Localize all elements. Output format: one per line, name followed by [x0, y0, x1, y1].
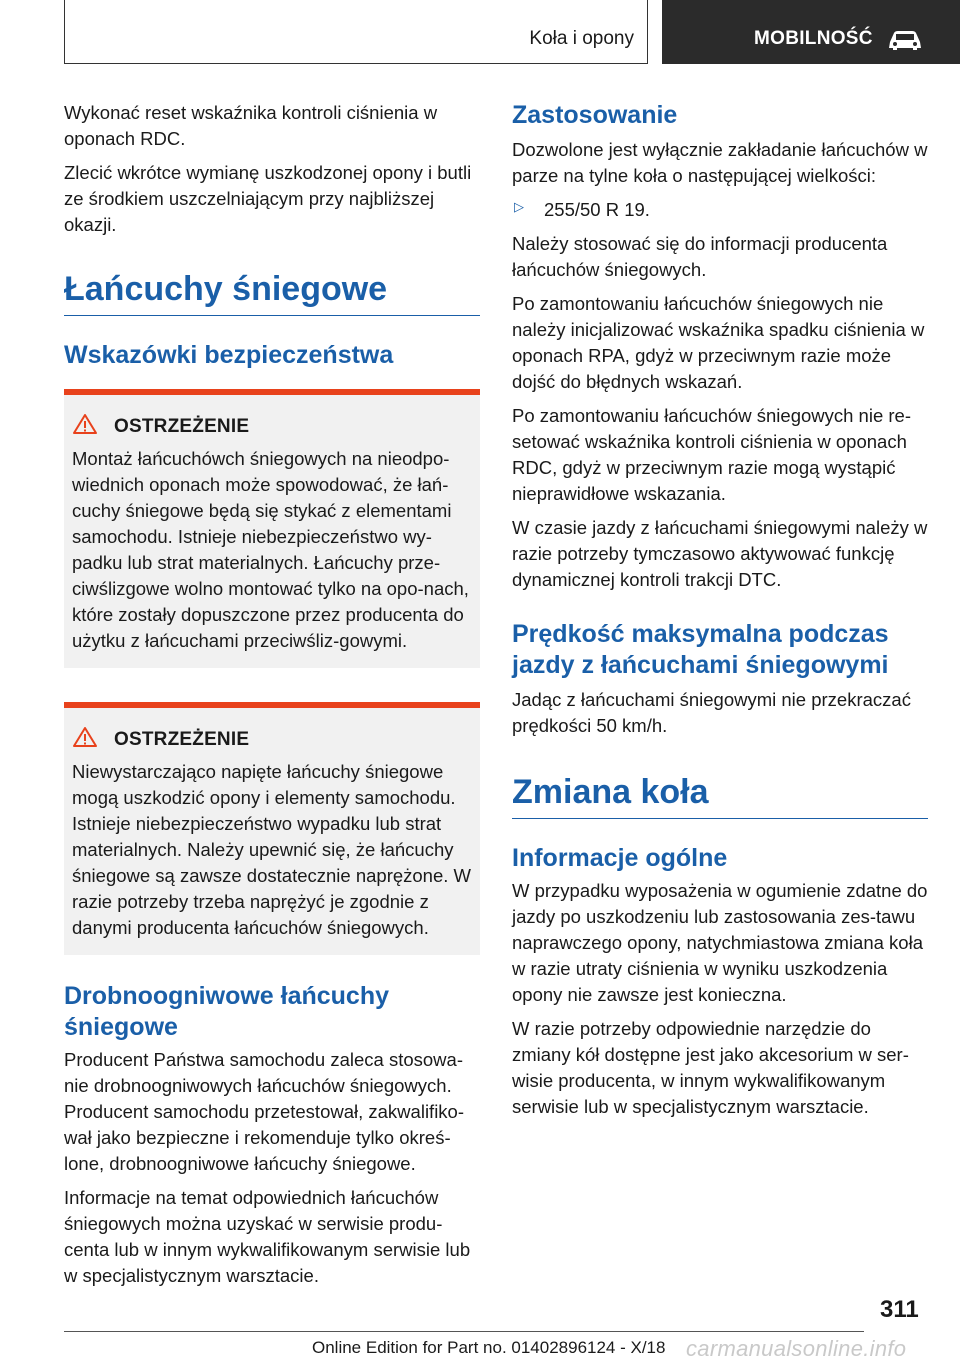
intro-paragraph-2: Zlecić wkrótce wymianę uszkodzonej opony i butli ze środkiem uszczelniającym przy najbliższej okazji.	[64, 162, 472, 235]
warning-title: OSTRZEŻENIE	[114, 728, 250, 750]
right-column	[512, 100, 928, 1128]
section-title: Koła i opony	[529, 28, 634, 49]
fine-chains-paragraph-2: Informacje na temat odpowiednich łańcuchów śniegowych można uzyskać w serwisie produ-centa lub w innym wykwalifikowanym serwisie lub w specjalistycznym warsztacie.	[64, 1187, 471, 1286]
chapter-tab[interactable]	[662, 0, 960, 64]
warning-triangle-icon	[72, 726, 98, 753]
heading-safety-notes: Wskazówki bezpieczeństwa	[64, 341, 394, 369]
heading-max-speed: Prędkość maksymalna podczas jazdy z łańcuchami śniegowymi	[512, 620, 889, 679]
usage-paragraph-1: Dozwolone jest wyłącznie zakładanie łańcuchów w parze na tylne koła o następującej wielkości:	[512, 139, 928, 186]
chapter-heading-snow-chains: Łańcuchy śniegowe	[64, 270, 480, 316]
warning-title: OSTRZEŻENIE	[114, 415, 250, 437]
warning-triangle-icon	[72, 413, 98, 440]
usage-paragraph-4: Po zamontowaniu łańcuchów śniegowych nie re-setować wskaźnika kontroli ciśnienia w oponach RDC, gdyż w przeciwnym razie mogą wystąpić nieprawidłowe wskazania.	[512, 405, 911, 504]
footer-divider	[64, 1331, 864, 1332]
usage-paragraph-5: W czasie jazdy z łańcuchami śniegowymi należy w razie potrzeby tymczasowo aktywować funkcję dynamicznej kontroli trakcji DTC.	[512, 517, 928, 590]
usage-paragraph-3: Po zamontowaniu łańcuchów śniegowych nie należy inicjalizować wskaźnika spadku ciśnienia w oponach RPA, gdyż w przeciwnym razie może dojść do błędnych wskazań.	[512, 293, 925, 392]
fine-chains-paragraph-1: Producent Państwa samochodu zaleca stosowa-nie drobnoogniwowych łańcuchów śniegowych. Producent samochodu przetestował, zakwalifiko-wał jako bezpieczne i rekomenduje tylko okreś-lone, drobnoogniwowe łańcuchy śniegowe.	[64, 1049, 464, 1174]
heading-general-info: Informacje ogólne	[512, 844, 728, 872]
left-column	[64, 100, 480, 1297]
warning-text: Niewystarczająco napięte łańcuchy śniegowe mogą uszkodzić opony i elementy samochodu. Istnieje niebezpieczeństwo wypadku lub strat materialnych. Należy upewnić się, że łańcuchy śniegowe są zawsze dostatecznie naprężone. W razie potrzeby trzeba naprężyć je zgodnie z danymi producenta łańcuchów śniegowych.	[72, 761, 471, 938]
intro-paragraph-1: Wykonać reset wskaźnika kontroli ciśnienia w oponach RDC.	[64, 102, 438, 149]
max-speed-paragraph: Jadąc z łańcuchami śniegowymi nie przekraczać prędkości 50 km/h.	[512, 689, 911, 736]
bullet-triangle-icon: ▷	[514, 199, 524, 214]
general-info-paragraph-1: W przypadku wyposażenia w ogumienie zdatne do jazdy po uszkodzeniu lub zastosowania zes-tawu naprawczego opony, natychmiastowa zmiana koła w razie utraty ciśnienia w wyniku uszkodzenia opony nie zawsze jest konieczna.	[512, 880, 928, 1005]
usage-paragraph-2: Należy stosować się do informacji producenta łańcuchów śniegowych.	[512, 233, 888, 280]
heading-usage: Zastosowanie	[512, 101, 678, 129]
list-item	[512, 197, 928, 231]
heading-fine-link-chains: Drobnoogniwowe łańcuchy śniegowe	[64, 982, 390, 1041]
car-icon	[886, 28, 924, 57]
tire-size: 255/50 R 19.	[544, 199, 650, 220]
warning-text: Montaż łańcuchówch śniegowych na nieodpo-wiednich oponach może spowodować, że łań-cuchy śniegowe będą się stykać z elementami samochodu. Istnieje niebezpieczeństwo wy-padku lub strat materialnych. Łańcuchy prze-ciwślizgowe wolno montować tylko na opo-nach, które zostały dopuszczone przez producenta do użytku z łańcuchami przeciwśliz-gowymi.	[72, 448, 469, 651]
page-number: 311	[880, 1296, 919, 1323]
footer-edition: Online Edition for Part no. 01402896124 - X/18	[312, 1338, 666, 1357]
general-info-paragraph-2: W razie potrzeby odpowiednie narzędzie do zmiany kół dostępne jest jako akcesorium w ser-wisie producenta, w innym wykwalifikowanym serwisie lub w specjalistycznym warsztacie.	[512, 1018, 909, 1117]
chapter-heading-wheel-change: Zmiana koła	[512, 773, 928, 819]
warning-box-2	[64, 702, 480, 955]
chapter-tab-label: MOBILNOŚĆ	[754, 28, 873, 49]
footer-watermark: carmanualsonline.info	[686, 1336, 907, 1361]
warning-box-1	[64, 389, 480, 668]
